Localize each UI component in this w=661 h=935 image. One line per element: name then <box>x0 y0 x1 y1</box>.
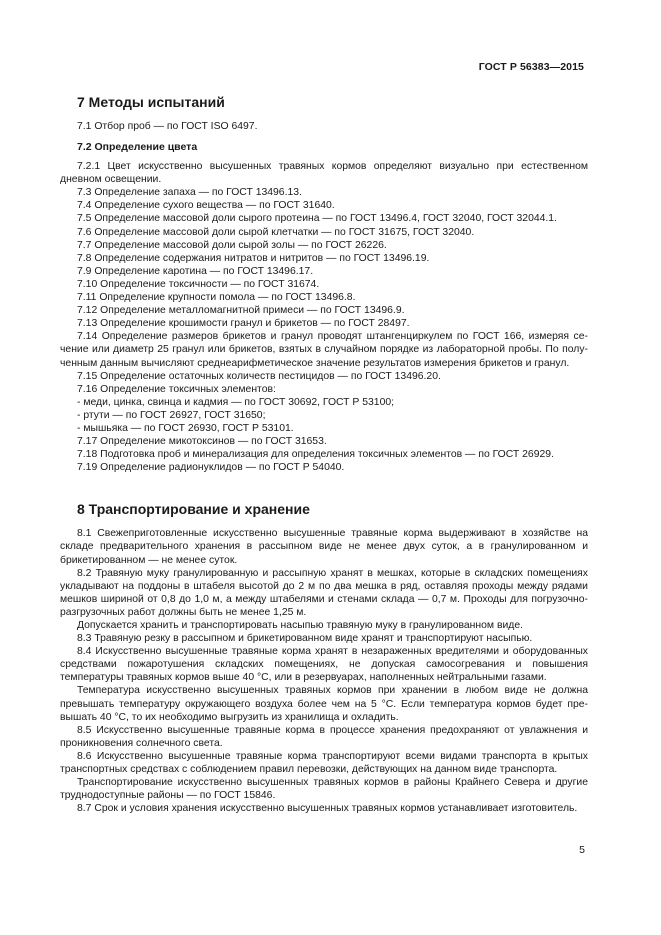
standard-header: ГОСТ Р 56383—2015 <box>478 61 584 73</box>
paragraph: 7.2.1 Цвет искусственно высушенных травяных кормов определяют визуально при естественном дневном освещении. <box>60 161 588 186</box>
section-8-title: 8 Транспортирование и хранение <box>77 501 310 518</box>
paragraph: 7.7 Определение массовой доли сырой золы — по ГОСТ 26226. <box>77 239 387 251</box>
paragraph: 7.15 Определение остаточных количеств пестицидов — по ГОСТ 13496.20. <box>77 370 441 382</box>
list-item: - мышьяка — по ГОСТ 26930, ГОСТ Р 53101. <box>77 422 294 434</box>
list-item: - меди, цинка, свинца и кадмия — по ГОСТ 30692, ГОСТ Р 53100; <box>77 396 395 408</box>
paragraph: 7.6 Определение массовой доли сырой клетчатки — по ГОСТ 31675, ГОСТ 32040. <box>77 226 475 238</box>
section-7-title: 7 Методы испытаний <box>77 94 225 110</box>
paragraph: Допускается хранить и транспортировать насыпью травяную муку в гранулированном виде. <box>77 620 524 631</box>
paragraph: Транспортирование искусственно высушенных травяных кормов в районы Крайнего Севера и другие труднодоступные районы — по ГОСТ 15846. <box>60 777 588 802</box>
page-content <box>60 88 588 815</box>
paragraph: 8.3 Травяную резку в рассыпном и брикетированном виде хранят и транспортируют насыпью. <box>77 633 533 645</box>
paragraph: 8.1 Свежеприготовленные искусственно высушенные травяные корма выдерживают в хозяйстве на складе предварительного хранения в рассыпном виде не менее двух суток, а в гранулированном и брикетированном — не менее суток. <box>60 528 588 566</box>
paragraph: 7.18 Подготовка проб и минерализация для определения токсичных элементов — по ГОСТ 26929. <box>77 449 554 461</box>
paragraph: 7.13 Определение крошимости гранул и брикетов — по ГОСТ 28497. <box>77 318 410 330</box>
paragraph: 7.16 Определение токсичных элементов: <box>77 383 276 395</box>
paragraph-7-1: 7.1 Отбор проб — по ГОСТ ISO 6497. <box>77 121 258 132</box>
paragraph: 7.9 Определение каротина — по ГОСТ 13496.17. <box>77 265 314 277</box>
paragraph: 7.4 Определение сухого вещества — по ГОСТ 31640. <box>77 200 335 212</box>
paragraph: 8.5 Искусственно высушенные травяные корма в процессе хранения предохраняют от увлажнения и проникновения солнечного света. <box>60 724 588 749</box>
paragraph: 8.4 Искусственно высушенные травяные корма хранят в незараженных вредителями и оборудованных средствами пожаротушения складских помещениях, не допуская самосогревания и повышения температуры травяных кормов выше 40 °С, или в резервуарах, наполненных нейтральными газами. <box>60 646 588 684</box>
paragraph: 8.7 Срок и условия хранения искусственно высушенных травяных кормов устанавливает изготовитель. <box>77 803 578 815</box>
paragraph: 7.5 Определение массовой доли сырого протеина — по ГОСТ 13496.4, ГОСТ 32040, ГОСТ 32044.1. <box>77 213 557 225</box>
paragraph: 7.17 Определение микотоксинов — по ГОСТ 31653. <box>77 436 327 448</box>
paragraph: 8.2 Травяную муку гранулированную и рассыпную хранят в мешках, которые в складских помещениях укладывают на поддоны в штабеля высотой до 2 м по два мешка в ряд, оставляя проходы между рядами мешков шириной от 0,8 до 1,0 м, а между штабелями и стенами склада — 0,7 м. Проходы для погрузочно-разгрузочных работ должны быть не менее 1,25 м. <box>60 567 588 618</box>
paragraph: 7.10 Определение токсичности — по ГОСТ 31674. <box>77 278 320 290</box>
subsection-7-2-title: 7.2 Определение цвета <box>77 141 198 154</box>
paragraph: 8.6 Искусственно высушенные травяные корма транспортируют всеми видами транспорта в крытых транспортных средствах с соблюдением правил перевозки, действующих на данном виде транспорта. <box>60 750 588 776</box>
list-item: - ртути — по ГОСТ 26927, ГОСТ 31650; <box>77 409 266 421</box>
paragraph: 7.14 Определение размеров брикетов и гранул проводят штангенциркулем по ГОСТ 166, измеряя сечение или диаметр 25 гранул или брикетов, взятых в случайном порядке из лабораторной пробы. По полученным данным вычисляют среднеарифметическое значение результатов измерения брикетов и гранул. <box>60 331 588 369</box>
paragraph: 7.8 Определение содержания нитратов и нитритов — по ГОСТ 13496.19. <box>77 252 430 264</box>
paragraph: 7.12 Определение металломагнитной примеси — по ГОСТ 13496.9. <box>77 305 405 317</box>
page-number: 5 <box>579 844 585 856</box>
paragraph: 7.11 Определение крупности помола — по ГОСТ 13496.8. <box>77 292 356 304</box>
paragraph: 7.3 Определение запаха — по ГОСТ 13496.13. <box>77 187 302 199</box>
paragraph: Температура искусственно высушенных травяных кормов при хранении в любом виде не должна превышать температуру окружающего воздуха более чем на 5 °С. Если температура кормов будет превышать 40 °С, то их необходимо выгрузить из хранилища и охладить. <box>60 685 588 723</box>
paragraph: 7.19 Определение радионуклидов — по ГОСТ Р 54040. <box>77 462 345 474</box>
